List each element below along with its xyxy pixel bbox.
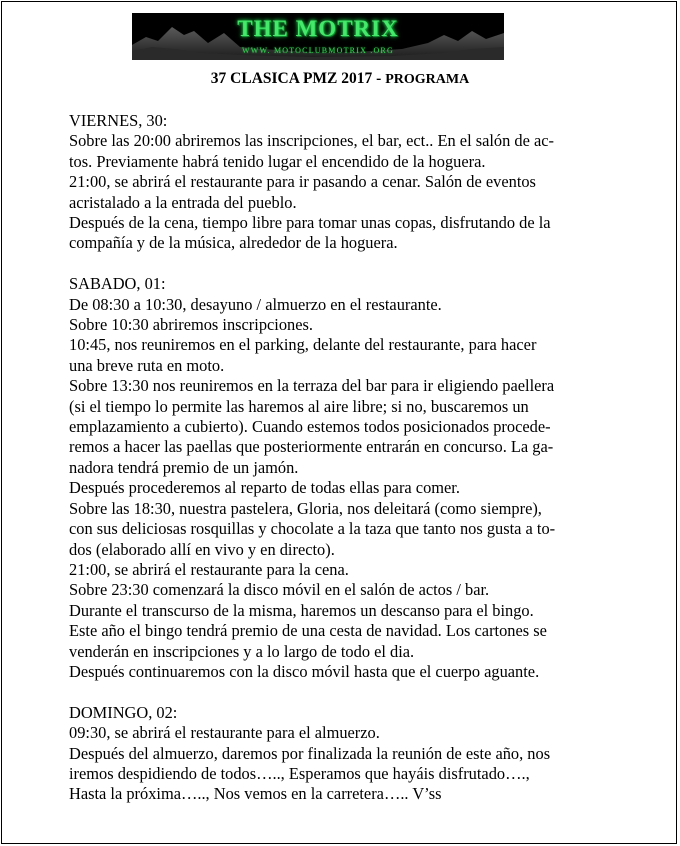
section-spacer xyxy=(69,254,617,274)
program-line: remos a hacer las paellas que posteriormente entrarán en concurso. La ga- xyxy=(69,437,554,457)
program-line: Sobre 10:30 abriremos inscripciones. xyxy=(69,315,313,335)
banner-url: WWW. MOTOCLUBMOTRIX .ORG xyxy=(242,46,394,55)
club-banner-logo xyxy=(132,13,504,60)
program-line: Después procederemos al reparto de todas ellas para comer. xyxy=(69,478,460,498)
program-line: dos (elaborado allí en vivo y en directo). xyxy=(69,539,335,559)
program-line: 21:00, se abrirá el restaurante para ir pasando a cenar. Salón de eventos xyxy=(69,172,536,192)
program-line: 21:00, se abrirá el restaurante para la cena. xyxy=(69,559,349,579)
program-content xyxy=(69,111,617,805)
program-line: con sus deliciosas rosquillas y chocolate a la taza que tanto nos gusta a to- xyxy=(69,519,556,539)
day-section xyxy=(69,703,617,805)
program-line: Sobre 23:30 comenzará la disco móvil en el salón de actos / bar. xyxy=(69,580,490,600)
title-sub: PROGRAMA xyxy=(385,72,470,87)
day-heading: SABADO, 01: xyxy=(69,274,166,294)
title-main: 37 CLASICA PMZ 2017 - xyxy=(210,70,386,87)
day-section xyxy=(69,274,617,682)
program-line: (si el tiempo lo permite las haremos al aire libre; si no, buscaremos un xyxy=(69,396,529,416)
document-title xyxy=(0,70,680,88)
program-line: De 08:30 a 10:30, desayuno / almuerzo en el restaurante. xyxy=(69,294,442,314)
program-line: iremos despidiendo de todos….., Esperamos que hayáis disfrutado…., xyxy=(69,763,530,783)
day-heading: VIERNES, 30: xyxy=(69,111,168,130)
program-line: una breve ruta en moto. xyxy=(69,355,225,375)
day-section xyxy=(69,111,617,254)
banner-title: THE MOTRIX xyxy=(237,16,399,41)
program-line: compañía y de la música, alrededor de la hoguera. xyxy=(69,233,398,253)
section-spacer xyxy=(69,682,617,702)
program-line: Sobre las 20:00 abriremos las inscripciones, el bar, ect.. En el salón de ac- xyxy=(69,131,554,151)
program-line: 10:45, nos reuniremos en el parking, delante del restaurante, para hacer xyxy=(69,335,537,355)
program-line: venderán en inscripciones y a lo largo de todo el dia. xyxy=(69,641,415,661)
program-line: Hasta la próxima….., Nos vemos en la carretera….. V’ss xyxy=(69,784,442,804)
program-line: acristalado a la entrada del pueblo. xyxy=(69,192,297,212)
program-line: emplazamiento a cubierto). Cuando estemos todos posicionados procede- xyxy=(69,417,551,437)
program-line: Después continuaremos con la disco móvil hasta que el cuerpo aguante. xyxy=(69,661,540,681)
program-line: 09:30, se abrirá el restaurante para el almuerzo. xyxy=(69,723,380,743)
program-line: Después de la cena, tiempo libre para tomar unas copas, disfrutando de la xyxy=(69,213,551,233)
program-line: Este año el bingo tendrá premio de una cesta de navidad. Los cartones se xyxy=(69,621,547,641)
program-line: Después del almuerzo, daremos por finalizada la reunión de este año, nos xyxy=(69,743,551,763)
program-line: nadora tendrá premio de un jamón. xyxy=(69,457,299,477)
program-line: Sobre las 18:30, nuestra pastelera, Gloria, nos deleitará (como siempre), xyxy=(69,498,542,518)
program-line: Sobre 13:30 nos reuniremos en la terraza del bar para ir eligiendo paellera xyxy=(69,376,555,396)
day-heading: DOMINGO, 02: xyxy=(69,702,178,722)
program-line: tos. Previamente habrá tenido lugar el encendido de la hoguera. xyxy=(69,151,486,171)
program-line: Durante el transcurso de la misma, haremos un descanso para el bingo. xyxy=(69,600,534,620)
